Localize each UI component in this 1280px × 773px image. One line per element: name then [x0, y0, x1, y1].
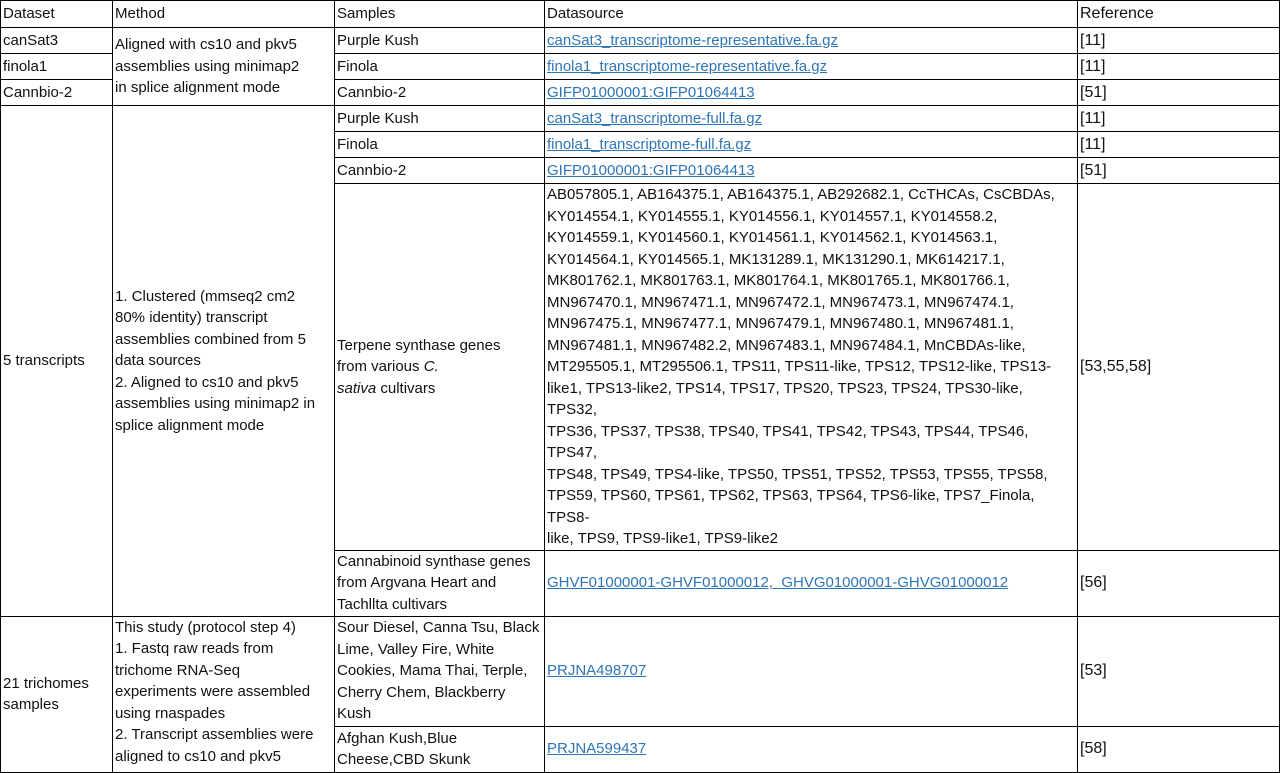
sample-line: from various	[337, 358, 424, 375]
accession-line: MT295505.1, MT295506.1, TPS11, TPS11-like, TPS12, TPS12-like, TPS13-	[547, 358, 1052, 375]
datasource-link[interactable]: PRJNA599437	[547, 740, 647, 758]
sample-cell: Finola	[335, 132, 545, 158]
reference-cell: [11]	[1078, 54, 1280, 80]
accession-line: MN967481.1, MN967482.2, MN967483.1, MN967484.1, MnCBDAs-like,	[547, 336, 1026, 354]
method-line: assemblies combined from 5	[115, 330, 306, 348]
sample-cell-cannabinoid	[335, 550, 545, 616]
method-line: splice alignment mode	[115, 416, 265, 434]
datasource-link[interactable]: GIFP01000001:GIFP01064413	[547, 83, 755, 101]
method-line: using rnaspades	[115, 704, 226, 722]
method-line: trichome RNA-Seq	[115, 661, 241, 679]
method-line: 1. Fastq raw reads from	[115, 640, 274, 657]
dataset-line: 21 trichomes	[3, 674, 89, 692]
method-line: assemblies using minimap2 in	[115, 395, 316, 412]
accession-line: AB057805.1, AB164375.1, AB164375.1, AB292682.1, CcTHCAs, CsCBDAs,	[547, 186, 1055, 203]
reference-cell: [51]	[1078, 158, 1280, 184]
accession-line: KY014554.1, KY014555.1, KY014556.1, KY014557.1, KY014558.2,	[547, 207, 998, 225]
datasource-cell	[545, 616, 1078, 726]
sample-line: Cannabinoid synthase genes	[337, 552, 531, 570]
sample-line-italic: C.	[423, 358, 439, 375]
table-row	[1, 106, 1280, 132]
sample-cell: Purple Kush	[335, 28, 545, 54]
reference-cell: [11]	[1078, 106, 1280, 132]
datasource-cell	[545, 550, 1078, 616]
method-cell-this-study	[113, 616, 335, 772]
datasource-link[interactable]: finola1_transcriptome-full.fa.gz	[547, 135, 752, 153]
sample-line-italic: sativa	[337, 379, 377, 397]
accession-line: TPS36, TPS37, TPS38, TPS40, TPS41, TPS42, TPS43, TPS44, TPS46, TPS47,	[547, 422, 1029, 461]
method-line: 2. Aligned to cs10 and pkv5	[115, 373, 299, 391]
reference-cell: [58]	[1078, 726, 1280, 772]
header-reference: Reference	[1078, 1, 1280, 28]
dataset-cansat3: canSat3	[1, 28, 113, 54]
method-line: assemblies using minimap2	[115, 57, 300, 75]
header-method: Method	[113, 1, 335, 28]
reference-cell: [11]	[1078, 28, 1280, 54]
datasource-link[interactable]: GHVG01000001-GHVG01000012	[781, 574, 1009, 592]
sample-line: Kush	[337, 705, 372, 723]
sample-line: Cookies, Mama Thai, Terple,	[337, 662, 528, 680]
table-row	[1, 616, 1280, 726]
datasource-cell	[545, 106, 1078, 132]
method-line: aligned to cs10 and pkv5	[115, 747, 281, 765]
method-line: Aligned with cs10 and pkv5	[115, 36, 297, 54]
method-line: in splice alignment mode	[115, 79, 281, 97]
dataset-cannbio2: Cannbio-2	[1, 80, 113, 106]
sample-line: from Argvana Heart and	[337, 574, 497, 592]
datasource-link[interactable]: canSat3_transcriptome-full.fa.gz	[547, 109, 763, 127]
accession-line: KY014559.1, KY014560.1, KY014561.1, KY014562.1, KY014563.1,	[547, 229, 998, 246]
sample-line: Cheese,CBD Skunk	[337, 751, 471, 768]
datasource-cell	[545, 80, 1078, 106]
datasource-cell	[545, 726, 1078, 772]
accession-line: MN967470.1, MN967471.1, MN967472.1, MN967473.1, MN967474.1,	[547, 293, 1014, 311]
dataset-line: samples	[3, 696, 59, 713]
sample-line: Afghan Kush,Blue	[337, 729, 458, 747]
sample-cell-trichomes	[335, 726, 545, 772]
reference-cell: [11]	[1078, 132, 1280, 158]
datasource-link[interactable]: PRJNA498707	[547, 662, 647, 680]
method-line: 1. Clustered (mmseq2 cm2	[115, 287, 296, 305]
sample-line: cultivars	[376, 379, 436, 397]
reference-cell: [53]	[1078, 616, 1280, 726]
datasource-link[interactable]: finola1_transcriptome-representative.fa.gz	[547, 57, 828, 75]
datasource-link[interactable]: GHVF01000001-GHVF01000012,	[547, 574, 773, 592]
accession-line: TPS48, TPS49, TPS4-like, TPS50, TPS51, TPS52, TPS53, TPS55, TPS58,	[547, 465, 1048, 483]
datasource-link[interactable]: GIFP01000001:GIFP01064413	[547, 161, 755, 179]
sample-cell: Cannbio-2	[335, 80, 545, 106]
sample-cell-terpene	[335, 184, 545, 551]
sample-cell: Finola	[335, 54, 545, 80]
accession-line: like1, TPS13-like2, TPS14, TPS17, TPS20, TPS23, TPS24, TPS30-like, TPS32,	[547, 379, 1023, 418]
accession-line: KY014564.1, KY014565.1, MK131289.1, MK131290.1, MK614217.1,	[547, 250, 1005, 268]
reference-cell: [51]	[1078, 80, 1280, 106]
dataset-finola1: finola1	[1, 54, 113, 80]
method-line: data sources	[115, 352, 201, 369]
header-row	[1, 1, 1280, 28]
method-cell-clustering	[113, 106, 335, 617]
datasource-cell	[545, 132, 1078, 158]
method-line: This study (protocol step 4)	[115, 618, 296, 636]
method-line: experiments were assembled	[115, 683, 311, 700]
method-line: 80% identity) transcript	[115, 309, 268, 326]
datasource-cell	[545, 54, 1078, 80]
table-row	[1, 28, 1280, 54]
dataset-21-trichomes	[1, 616, 113, 772]
datasource-link[interactable]: canSat3_transcriptome-representative.fa.gz	[547, 31, 838, 49]
accession-line: MN967475.1, MN967477.1, MN967479.1, MN967480.1, MN967481.1,	[547, 315, 1014, 332]
header-datasource: Datasource	[545, 1, 1078, 28]
sample-cell: Cannbio-2	[335, 158, 545, 184]
dataset-5-transcripts: 5 transcripts	[1, 106, 113, 617]
sample-line: Cherry Chem, Blackberry	[337, 683, 506, 701]
sample-line: Terpene synthase genes	[337, 336, 501, 354]
reference-cell: [53,55,58]	[1078, 184, 1280, 551]
sample-line: Sour Diesel, Canna Tsu, Black	[337, 619, 540, 637]
accession-line: MK801762.1, MK801763.1, MK801764.1, MK801765.1, MK801766.1,	[547, 272, 1010, 289]
sample-cell-trichomes	[335, 616, 545, 726]
datasource-cell	[545, 28, 1078, 54]
method-line: 2. Transcript assemblies were	[115, 726, 314, 743]
accession-line: like, TPS9, TPS9-like1, TPS9-like2	[547, 530, 778, 547]
sample-line: Tachllta cultivars	[337, 595, 448, 613]
datasource-cell-accessions	[545, 184, 1078, 551]
datasource-cell	[545, 158, 1078, 184]
sample-line: Lime, Valley Fire, White	[337, 640, 495, 658]
accession-line: TPS59, TPS60, TPS61, TPS62, TPS63, TPS64, TPS6-like, TPS7_Finola, TPS8-	[547, 487, 1035, 526]
header-samples: Samples	[335, 1, 545, 28]
header-dataset: Dataset	[1, 1, 113, 28]
reference-cell: [56]	[1078, 550, 1280, 616]
sample-cell: Purple Kush	[335, 106, 545, 132]
method-cell-alignment	[113, 28, 335, 106]
